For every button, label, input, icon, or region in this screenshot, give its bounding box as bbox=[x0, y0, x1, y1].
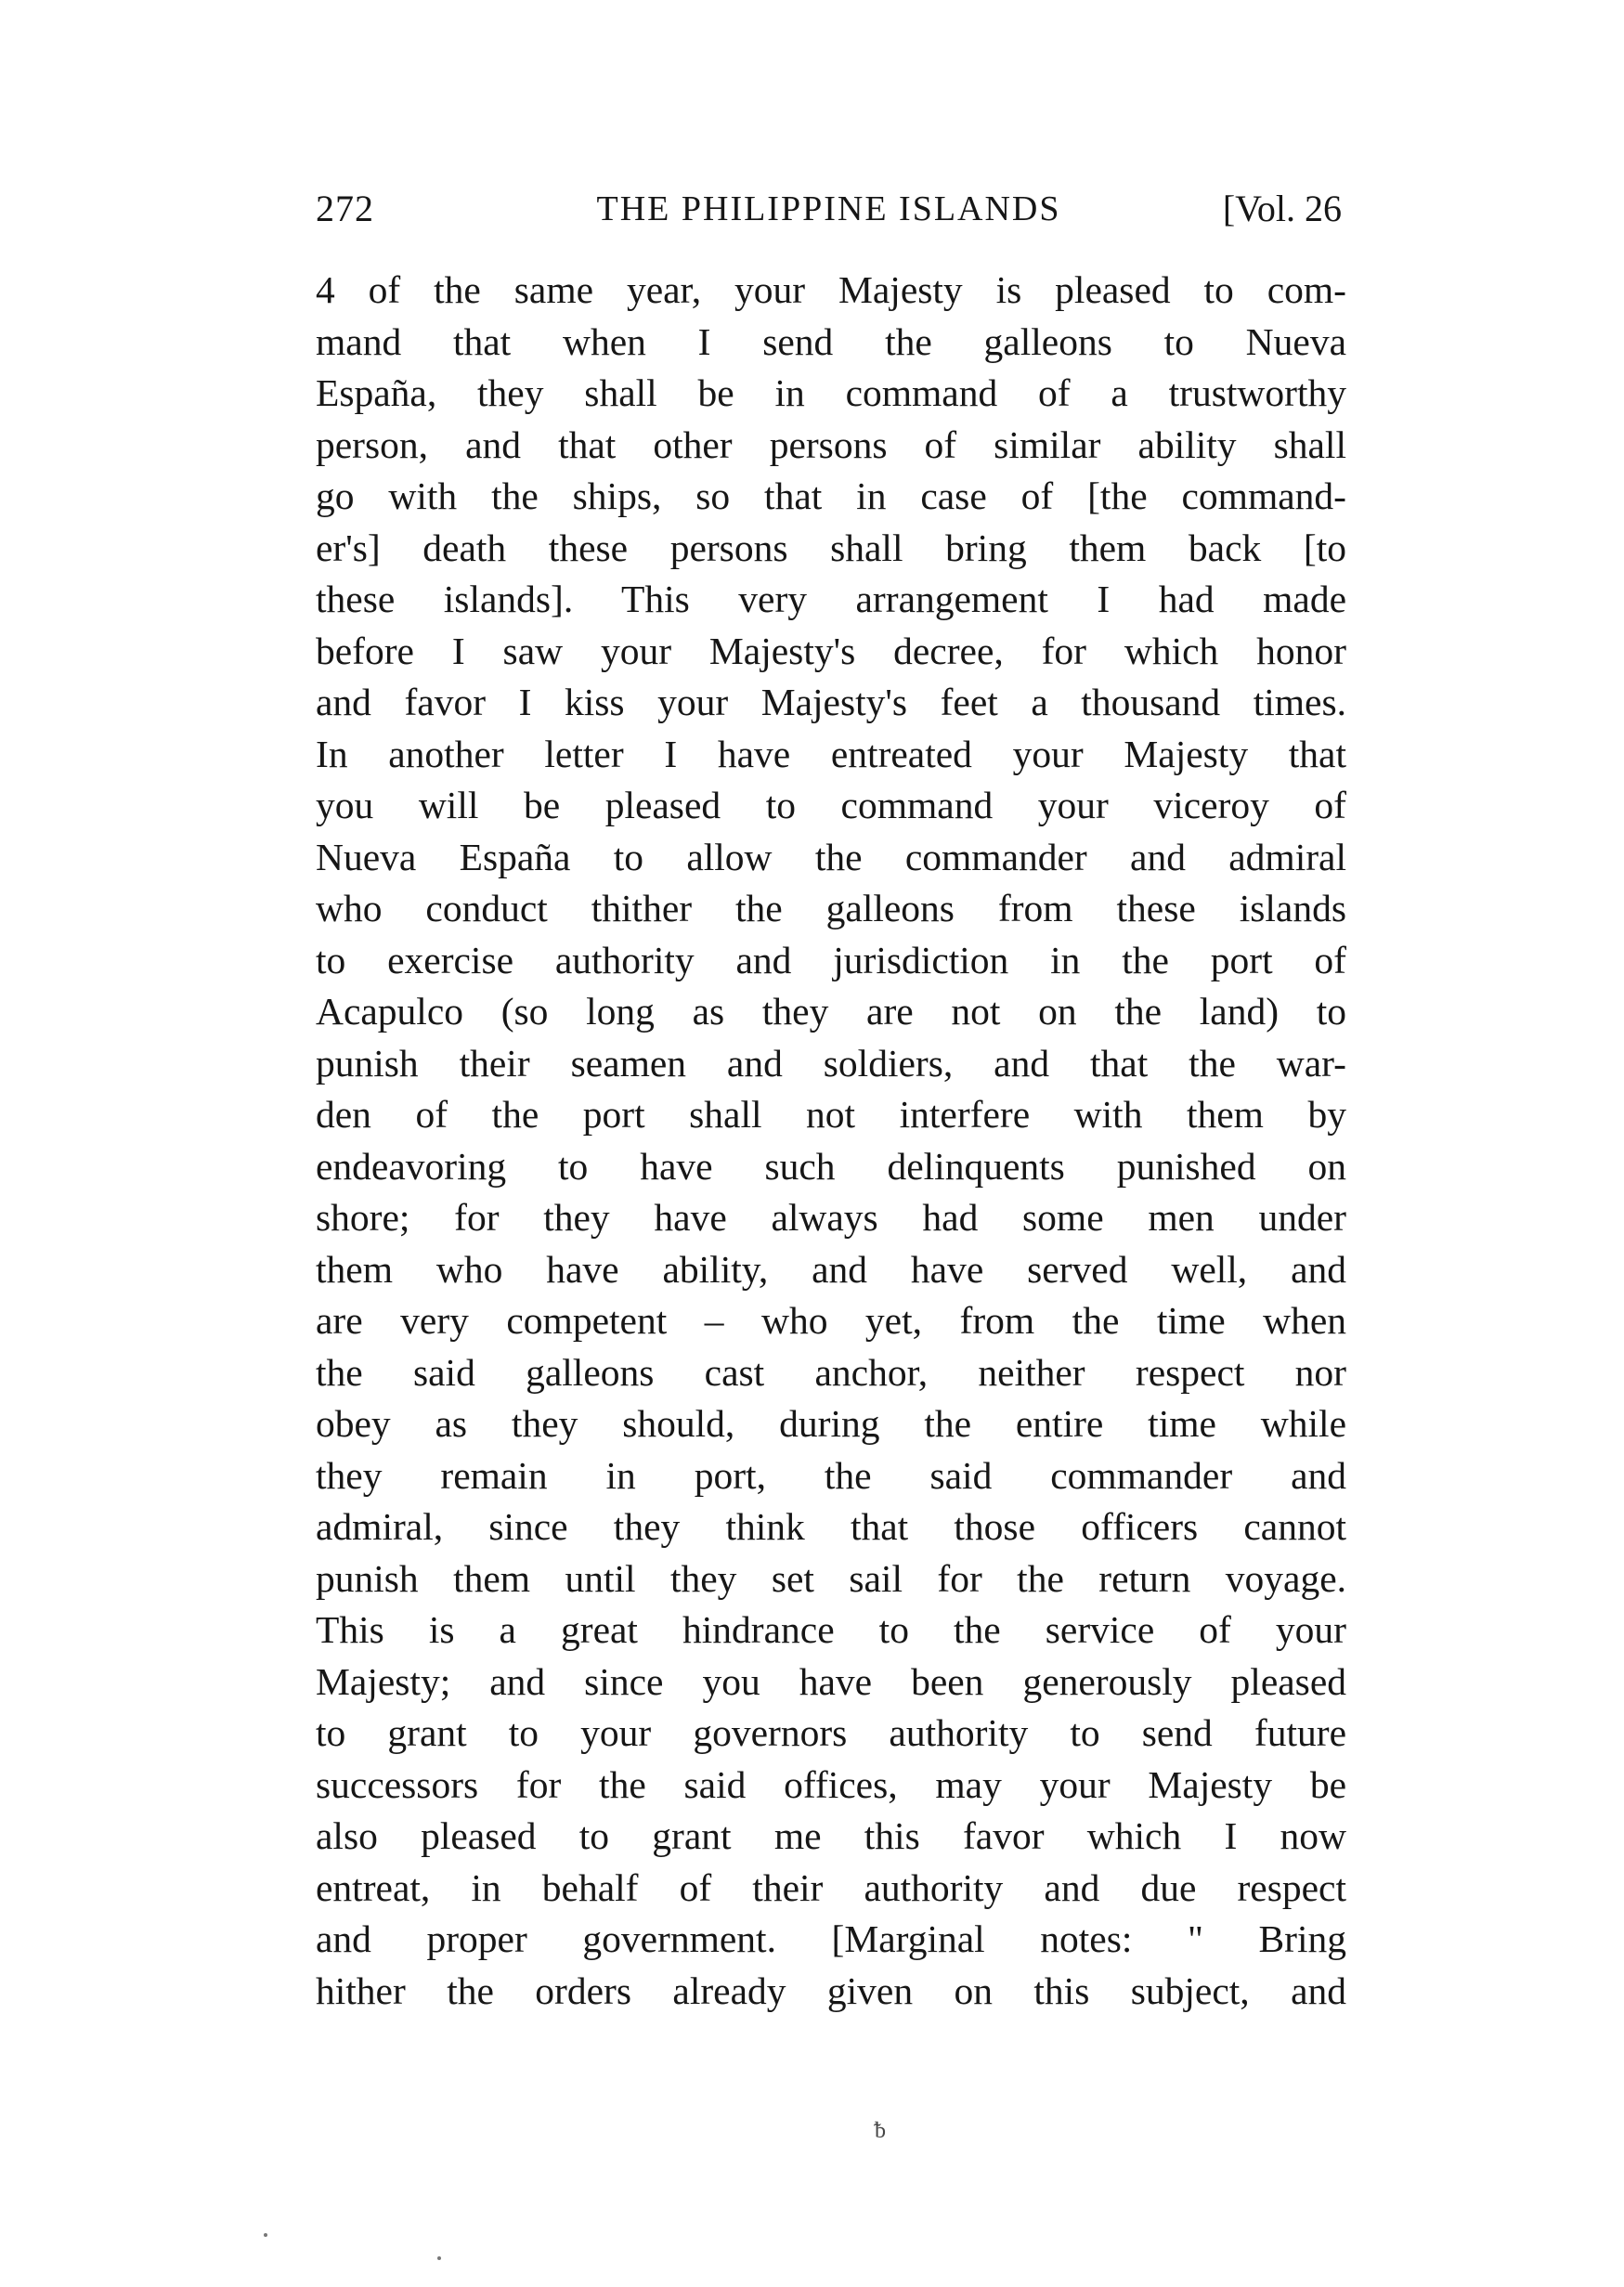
text-line: This is a great hindrance to the service of your bbox=[316, 1608, 1346, 1651]
text-line: them who have ability, and have served well, and bbox=[316, 1247, 1346, 1291]
text-line: also pleased to grant me this favor which I now bbox=[316, 1814, 1346, 1857]
text-line: admiral, since they think that those officers cannot bbox=[316, 1505, 1346, 1548]
text-line: obey as they should, during the entire time while bbox=[316, 1402, 1346, 1445]
text-line: er's] death these persons shall bring them back [to bbox=[316, 526, 1346, 569]
text-line: In another letter I have entreated your Majesty that bbox=[316, 732, 1346, 775]
signature-mark: ᵬ bbox=[875, 2119, 886, 2143]
text-line: to grant to your governors authority to send future bbox=[316, 1711, 1346, 1754]
text-line: 4 of the same year, your Majesty is pleased to com- bbox=[316, 268, 1346, 311]
text-line: punish their seamen and soldiers, and that the war- bbox=[316, 1041, 1346, 1085]
text-line: you will be pleased to command your viceroy of bbox=[316, 784, 1346, 826]
text-line: go with the ships, so that in case of [the command- bbox=[316, 474, 1346, 517]
text-line: person, and that other persons of similar ability shall bbox=[316, 422, 1346, 466]
scan-speck bbox=[264, 2233, 267, 2237]
text-line: who conduct thither the galleons from these islands bbox=[316, 887, 1346, 929]
text-line: Acapulco (so long as they are not on the land) to bbox=[316, 990, 1346, 1033]
body-text bbox=[316, 265, 1346, 2017]
volume-label: [Vol. 26 bbox=[1222, 188, 1342, 229]
running-title: THE PHILIPPINE ISLANDS bbox=[596, 189, 1061, 228]
text-line: punish them until they set sail for the return voyage. bbox=[316, 1556, 1346, 1600]
text-line: España, they shall be in command of a trustworthy bbox=[316, 371, 1346, 414]
text-line: mand that when I send the galleons to Nueva bbox=[316, 319, 1346, 363]
text-line: endeavoring to have such delinquents punished on bbox=[316, 1144, 1346, 1188]
text-line: to exercise authority and jurisdiction in the port of bbox=[316, 938, 1346, 981]
text-line: the said galleons cast anchor, neither respect nor bbox=[316, 1350, 1346, 1394]
text-line: Nueva España to allow the commander and admiral bbox=[316, 835, 1346, 878]
running-head bbox=[316, 181, 1342, 237]
text-line: these islands]. This very arrangement I had made bbox=[316, 578, 1346, 620]
text-line: Majesty; and since you have been generously pleased bbox=[316, 1659, 1346, 1703]
text-line: successors for the said offices, may your Majesty be bbox=[316, 1762, 1346, 1806]
text-line: den of the port shall not interfere with them by bbox=[316, 1093, 1346, 1136]
scan-speck bbox=[437, 2256, 441, 2260]
text-line: shore; for they have always had some men under bbox=[316, 1196, 1346, 1239]
text-line: and favor I kiss your Majesty's feet a thousand times. bbox=[316, 681, 1346, 723]
text-line: are very competent – who yet, from the time when bbox=[316, 1299, 1346, 1342]
text-line: hither the orders already given on this subject, and bbox=[316, 1969, 1346, 2012]
text-line: they remain in port, the said commander and bbox=[316, 1453, 1346, 1497]
text-line: and proper government. [Marginal notes: " Bring bbox=[316, 1917, 1346, 1960]
text-line: before I saw your Majesty's decree, for which honor bbox=[316, 629, 1346, 672]
text-line: entreat, in behalf of their authority and due respect bbox=[316, 1865, 1346, 1909]
page-number: 272 bbox=[316, 188, 374, 229]
